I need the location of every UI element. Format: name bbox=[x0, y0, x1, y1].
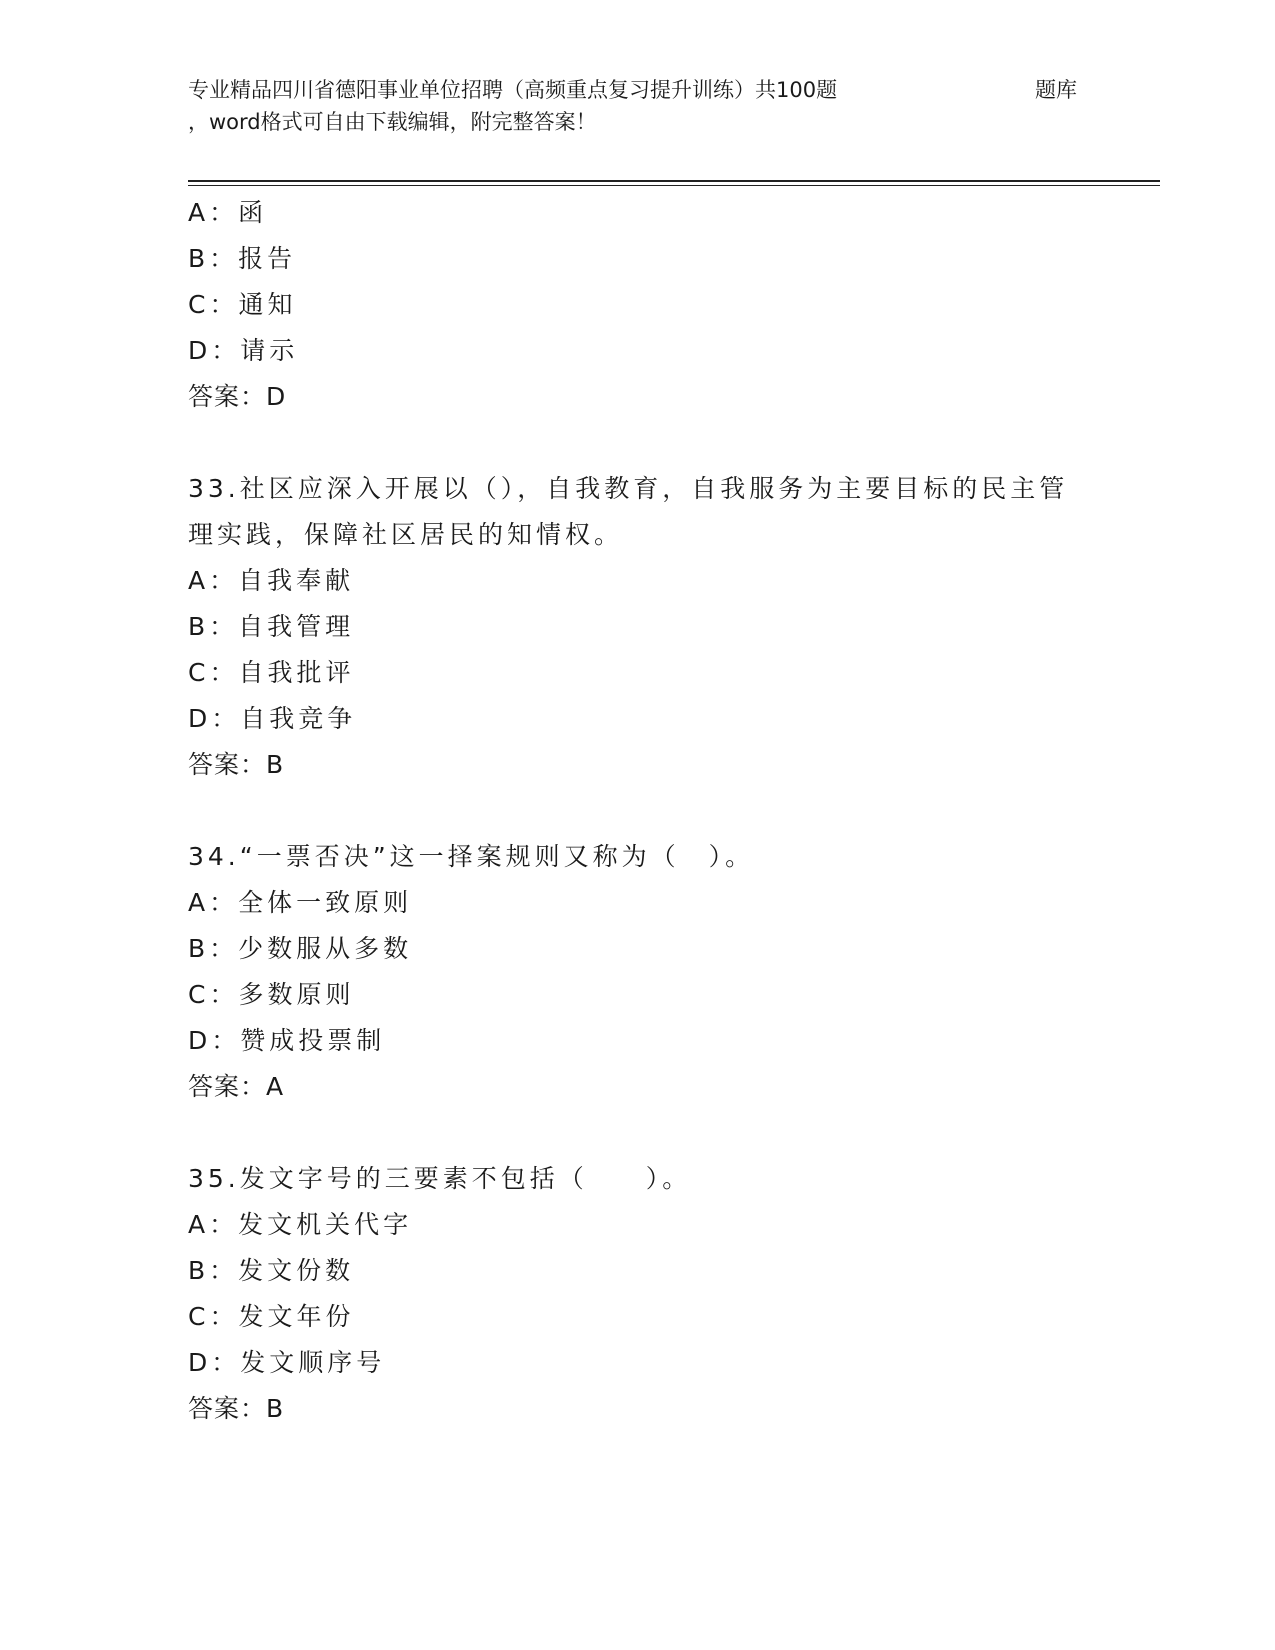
header-title-line1 bbox=[188, 74, 1088, 106]
question-stem: 理实践，保障社区居民的知情权。 bbox=[188, 520, 624, 549]
option-d: D：请示 bbox=[188, 336, 299, 365]
question-stem: 34.“一票否决”这一择案规则又称为（ ）。 bbox=[188, 842, 755, 871]
header-divider bbox=[188, 180, 1160, 182]
option-c: C：多数原则 bbox=[188, 980, 355, 1009]
question-block-33 bbox=[188, 466, 1088, 788]
header-title-line2: ，word格式可自由下载编辑，附完整答案！ bbox=[188, 110, 597, 134]
option-a: A：函 bbox=[188, 198, 268, 227]
spacer bbox=[188, 1110, 1088, 1156]
option-d: D：发文顺序号 bbox=[188, 1348, 386, 1377]
question-block-34 bbox=[188, 834, 1088, 1110]
option-c: C：通知 bbox=[188, 290, 297, 319]
page-header bbox=[188, 74, 1088, 138]
question-block-prev bbox=[188, 190, 1088, 420]
option-c: C：自我批评 bbox=[188, 658, 355, 687]
question-block-35 bbox=[188, 1156, 1088, 1432]
spacer bbox=[188, 420, 1088, 466]
header-title-text: 专业精品四川省德阳事业单位招聘（高频重点复习提升训练）共100题 bbox=[188, 78, 838, 102]
answer-line: 答案：A bbox=[188, 1072, 285, 1101]
spacer bbox=[188, 788, 1088, 834]
option-b: B：自我管理 bbox=[188, 612, 355, 641]
option-d: D：赞成投票制 bbox=[188, 1026, 386, 1055]
option-d: D：自我竞争 bbox=[188, 704, 357, 733]
question-stem: 33.社区应深入开展以（），自我教育，自我服务为主要目标的民主管 bbox=[188, 474, 1069, 503]
option-b: B：少数服从多数 bbox=[188, 934, 413, 963]
option-a: A：全体一致原则 bbox=[188, 888, 413, 917]
option-a: A：自我奉献 bbox=[188, 566, 355, 595]
answer-line: 答案：B bbox=[188, 750, 285, 779]
option-b: B：报告 bbox=[188, 244, 297, 273]
header-divider-thin bbox=[188, 185, 1160, 186]
header-title-tag: 题库 bbox=[1035, 78, 1077, 102]
answer-line: 答案：D bbox=[188, 382, 287, 411]
option-b: B：发文份数 bbox=[188, 1256, 355, 1285]
option-c: C：发文年份 bbox=[188, 1302, 355, 1331]
question-list bbox=[188, 190, 1088, 1432]
question-stem: 35.发文字号的三要素不包括（ ）。 bbox=[188, 1164, 692, 1193]
answer-line: 答案：B bbox=[188, 1394, 285, 1423]
option-a: A：发文机关代字 bbox=[188, 1210, 413, 1239]
